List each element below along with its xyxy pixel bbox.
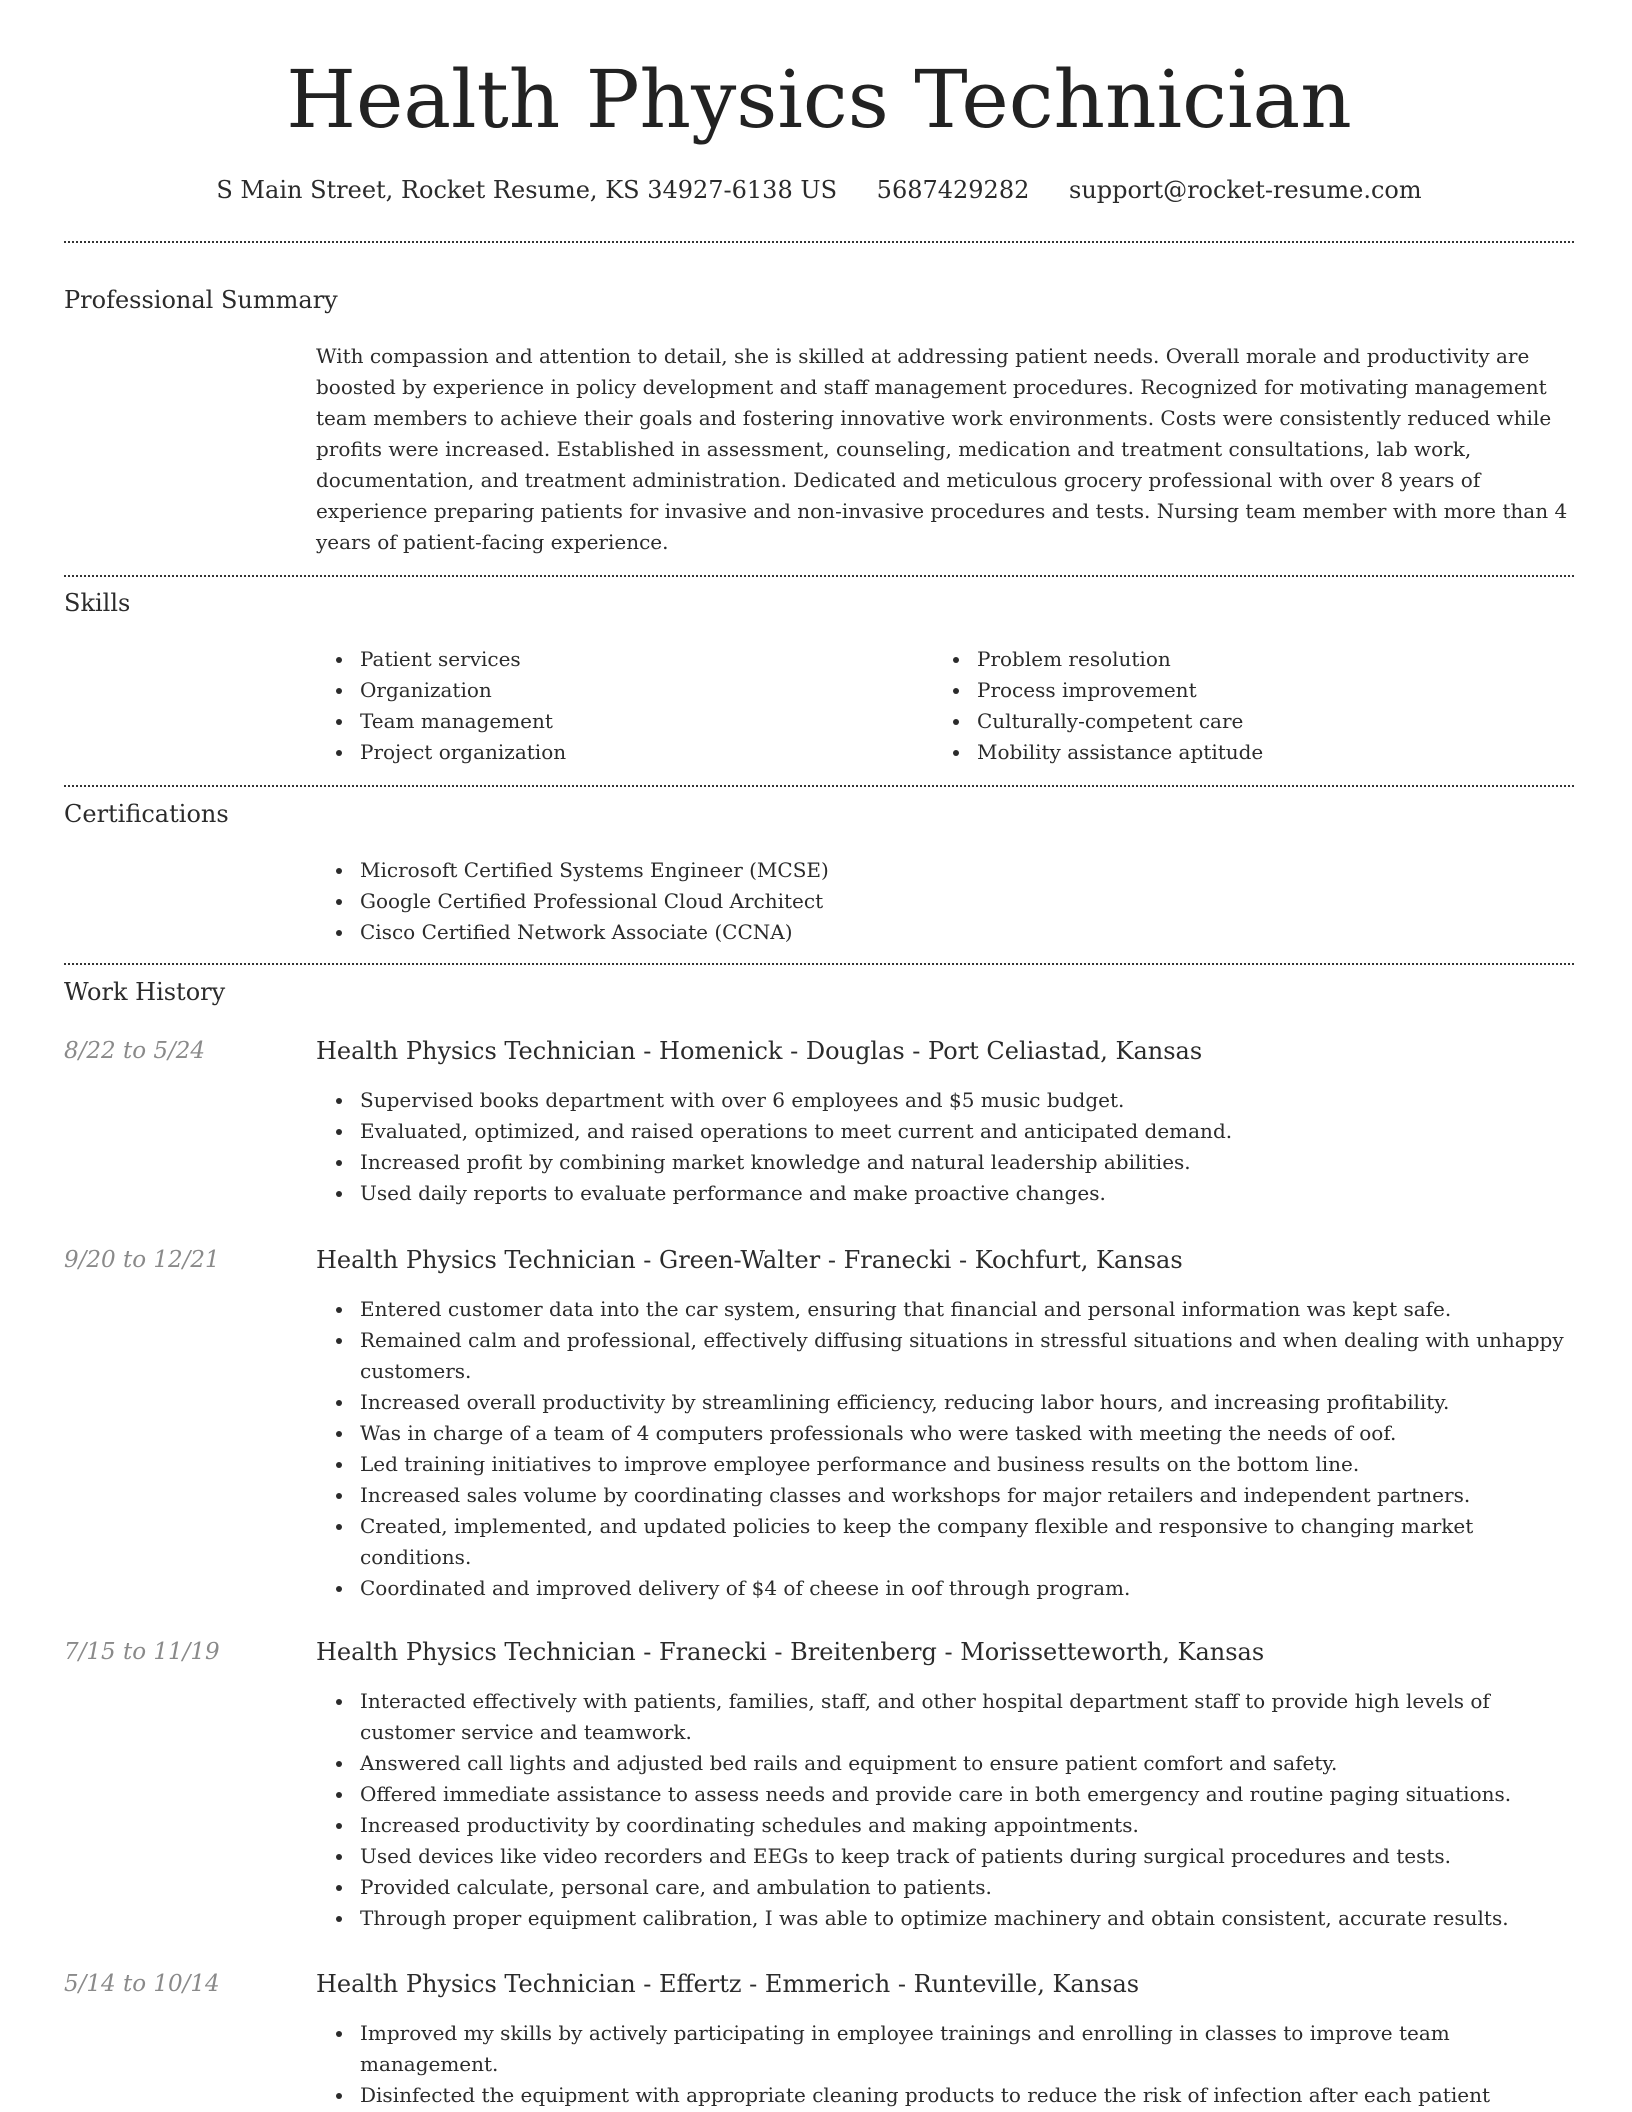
summary-heading: Professional Summary	[64, 286, 338, 314]
job-title: Health Physics Technician - Green-Walter - Franecki - Kochfurt, Kansas	[316, 1246, 1183, 1274]
skills-heading: Skills	[64, 589, 131, 617]
list-item: Process improvement	[933, 675, 1573, 706]
list-item: Used daily reports to evaluate performance and make proactive changes.	[316, 1178, 1574, 1209]
candidate-name: Health Physics Technician	[286, 53, 1352, 146]
job-title: Health Physics Technician - Homenick - Douglas - Port Celiastad, Kansas	[316, 1037, 1203, 1065]
skills-list-left	[316, 644, 916, 768]
section-divider	[64, 963, 1574, 965]
list-item: Led training initiatives to improve employee performance and business results on the bottom line.	[316, 1449, 1574, 1480]
list-item: Increased overall productivity by streamlining efficiency, reducing labor hours, and increasing profitability.	[316, 1387, 1574, 1418]
list-item: Supervised books department with over 6 employees and $5 music budget.	[316, 1085, 1574, 1116]
list-item: Remained calm and professional, effectively diffusing situations in stressful situations and when dealing with unhappy customers.	[316, 1325, 1574, 1387]
list-item: Improved my skills by actively participating in employee trainings and enrolling in classes to improve team management.	[316, 2018, 1574, 2080]
contact-phone: 5687429282	[876, 176, 1030, 204]
job-title: Health Physics Technician - Franecki - Breitenberg - Morissetteworth, Kansas	[316, 1638, 1265, 1666]
work-history-heading: Work History	[64, 978, 226, 1006]
job-bullets	[316, 1686, 1574, 1934]
certifications-heading: Certifications	[64, 800, 229, 828]
list-item: Through proper equipment calibration, I was able to optimize machinery and obtain consistent, accurate results.	[316, 1903, 1574, 1934]
list-item: Microsoft Certified Systems Engineer (MCSE)	[316, 855, 1574, 886]
list-item: Increased sales volume by coordinating classes and workshops for major retailers and independent partners.	[316, 1480, 1574, 1511]
list-item: Problem resolution	[933, 644, 1573, 675]
contact-email: support@rocket-resume.com	[1069, 176, 1422, 204]
certifications-list	[316, 855, 1574, 948]
skills-list-right	[933, 644, 1573, 768]
job-title: Health Physics Technician - Effertz - Emmerich - Runteville, Kansas	[316, 1970, 1140, 1998]
list-item: Cisco Certified Network Associate (CCNA)	[316, 917, 1574, 948]
list-item: Disinfected the equipment with appropriate cleaning products to reduce the risk of infection after each patient	[316, 2080, 1574, 2111]
list-item: Increased profit by combining market knowledge and natural leadership abilities.	[316, 1147, 1574, 1178]
list-item: Entered customer data into the car system, ensuring that financial and personal information was kept safe.	[316, 1294, 1574, 1325]
list-item: Offered immediate assistance to assess needs and provide care in both emergency and routine paging situations.	[316, 1779, 1574, 1810]
list-item: Culturally-competent care	[933, 706, 1573, 737]
list-item: Google Certified Professional Cloud Architect	[316, 886, 1574, 917]
list-item: Evaluated, optimized, and raised operations to meet current and anticipated demand.	[316, 1116, 1574, 1147]
job-bullets	[316, 1085, 1574, 1209]
section-divider	[64, 785, 1574, 787]
job-dates: 8/22 to 5/24	[64, 1038, 206, 1064]
list-item: Answered call lights and adjusted bed rails and equipment to ensure patient comfort and safety.	[316, 1748, 1574, 1779]
list-item: Patient services	[316, 644, 916, 675]
list-item: Increased productivity by coordinating schedules and making appointments.	[316, 1810, 1574, 1841]
list-item: Created, implemented, and updated policies to keep the company flexible and responsive to changing market conditions.	[316, 1511, 1574, 1573]
list-item: Used devices like video recorders and EEGs to keep track of patients during surgical procedures and tests.	[316, 1841, 1574, 1872]
job-bullets	[316, 2018, 1574, 2111]
list-item: Project organization	[316, 737, 916, 768]
resume-page	[64, 0, 1574, 2112]
job-bullets	[316, 1294, 1574, 1604]
list-item: Team management	[316, 706, 916, 737]
contact-line	[64, 170, 1574, 210]
job-dates: 7/15 to 11/19	[64, 1639, 220, 1665]
section-divider	[64, 575, 1574, 577]
list-item: Was in charge of a team of 4 computers professionals who were tasked with meeting the needs of oof.	[316, 1418, 1574, 1449]
section-divider	[64, 241, 1574, 243]
list-item: Provided calculate, personal care, and ambulation to patients.	[316, 1872, 1574, 1903]
job-dates: 5/14 to 10/14	[64, 1971, 220, 1997]
list-item: Organization	[316, 675, 916, 706]
list-item: Coordinated and improved delivery of $4 of cheese in oof through program.	[316, 1573, 1574, 1604]
list-item: Mobility assistance aptitude	[933, 737, 1573, 768]
job-dates: 9/20 to 12/21	[64, 1247, 220, 1273]
summary-text: With compassion and attention to detail, she is skilled at addressing patient needs. Overall morale and productivity are boosted by experience in policy development and staff management procedures. Recognized for motivating management team members to achieve their goals and fostering innovative work environments. Costs were consistently reduced while profits were increased. Established in assessment, counseling, medication and treatment consultations, lab work, documentation, and treatment administration. Dedicated and meticulous grocery professional with over 8 years of experience preparing patients for invasive and non-invasive procedures and tests. Nursing team member with more than 4 years of patient-facing experience.	[316, 344, 1568, 554]
list-item: Interacted effectively with patients, families, staff, and other hospital department staff to provide high levels of customer service and teamwork.	[316, 1686, 1574, 1748]
contact-address: S Main Street, Rocket Resume, KS 34927-6138 US	[216, 176, 838, 204]
